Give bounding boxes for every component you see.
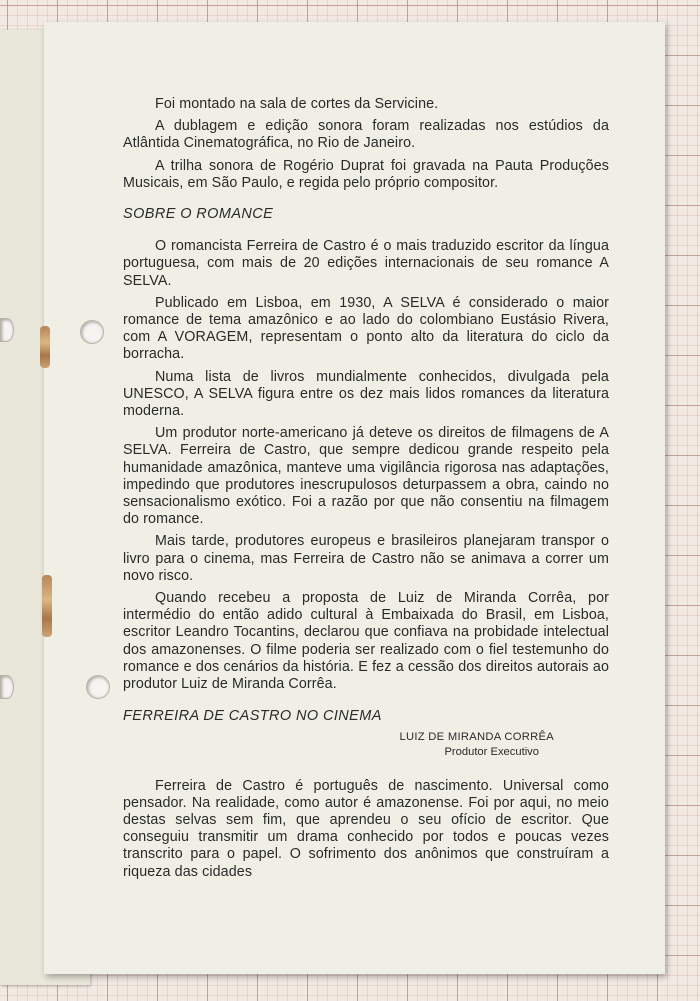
author-name: LUIZ DE MIRANDA CORRÊA xyxy=(399,730,554,743)
punch-hole xyxy=(86,675,110,699)
paragraph: Foi montado na sala de cortes da Servicine. xyxy=(155,96,439,112)
section-heading: FERREIRA DE CASTRO NO CINEMA xyxy=(123,708,382,725)
paragraph: O romancista Ferreira de Castro é o mais traduzido escritor da língua portuguesa, com mais de 20 edições internacionais de seu romance A SELVA. xyxy=(123,238,609,289)
paragraph: Publicado em Lisboa, em 1930, A SELVA é considerado o maior romance de tema amazônico e ao lado do colombiano Eustásio Rivera, com A VORAGEM, representam o ponto alto da literatura do ciclo da borracha. xyxy=(123,294,609,363)
paragraph: A dublagem e edição sonora foram realizadas nos estúdios da Atlântida Cinematográfica, no Rio de Janeiro. xyxy=(123,118,609,152)
punch-hole xyxy=(0,675,14,699)
document-text xyxy=(123,96,609,886)
paragraph: A trilha sonora de Rogério Duprat foi gravada na Pauta Produções Musicais, em São Paulo, e regida pelo próprio compositor. xyxy=(123,157,609,191)
paragraph: Mais tarde, produtores europeus e brasileiros planejaram transpor o livro para o cinema, mas Ferreira de Castro não se animava a correr um novo risco. xyxy=(123,533,609,584)
staple-rust-mark xyxy=(40,326,50,368)
paragraph: Um produtor norte-americano já deteve os direitos de filmagens de A SELVA. Ferreira de Castro, que sempre dedicou grande respeito pela humanidade amazônica, manteve uma vigilância rigorosa nas adaptações, impedindo que produtores inescrupulosos deturpassem a obra, caindo no sensacionalismo exótico. Foi a razão por que não consentiu na filmagem do romance. xyxy=(123,425,609,528)
author-role: Produtor Executivo xyxy=(444,745,539,758)
paragraph: Numa lista de livros mundialmente conhecidos, divulgada pela UNESCO, A SELVA figura entre os dez mais lidos romances da literatura moderna. xyxy=(123,368,609,420)
punch-hole xyxy=(0,318,14,342)
punch-hole xyxy=(80,320,104,344)
section-heading: SOBRE O ROMANCE xyxy=(123,206,274,223)
staple-rust-mark xyxy=(42,575,52,637)
paragraph: Quando recebeu a proposta de Luiz de Miranda Corrêa, por intermédio do então adido cultural à Embaixada do Brasil, em Lisboa, escritor Leandro Tocantins, declarou que confiava na probidade intelectual dos amazonenses. O filme poderia ser realizado com o fiel testemunho do romance e dos cenários da história. E fez a cessão dos direitos autorais ao produtor Luiz de Miranda Corrêa. xyxy=(123,590,609,693)
paragraph: Ferreira de Castro é português de nascimento. Universal como pensador. Na realidade, como autor é amazonense. Foi por aqui, no meio destas selvas sem fim, que aprendeu o seu ofício de escritor. Que conseguiu transmitir um drama conhecido por todos e poucas vezes transcrito para o papel. O sofrimento dos anônimos que construíram a riqueza das cidades xyxy=(123,777,609,880)
